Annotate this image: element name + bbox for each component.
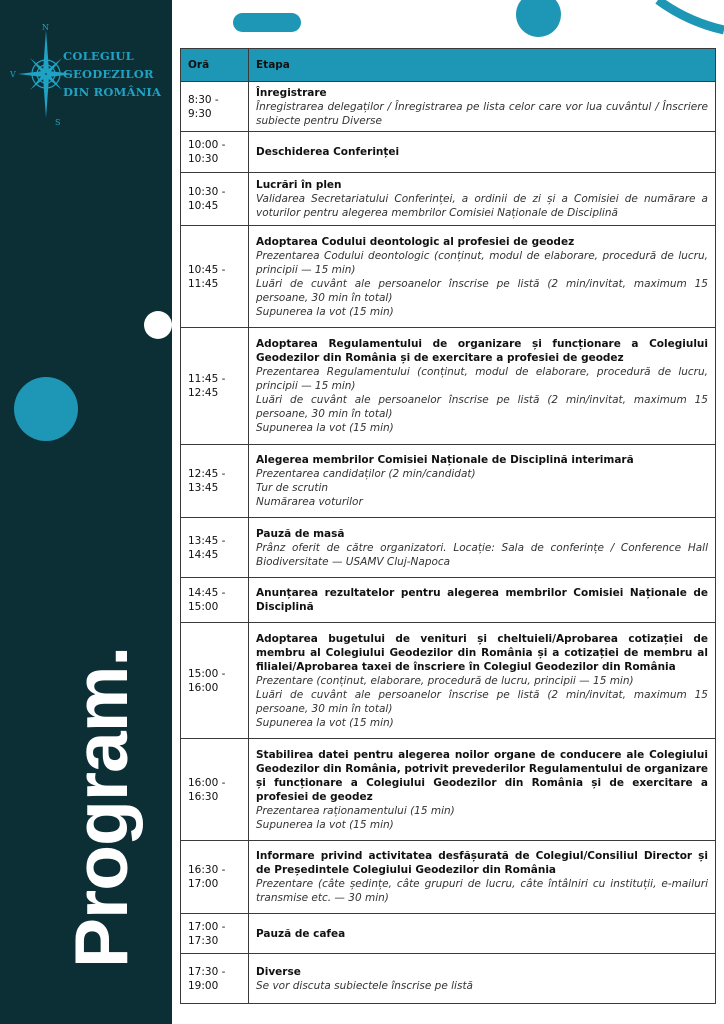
- activity-cell: [249, 445, 716, 518]
- activity-description: Prezentare (câte ședințe, câte grupuri de lucru, câte întâlniri cu instituții, e-mailuri transmise etc. — 30 min): [256, 878, 708, 904]
- activity-cell: [249, 132, 716, 173]
- time-cell: [181, 739, 249, 841]
- compass-south-label: S: [55, 118, 61, 127]
- activity-cell: [249, 914, 716, 954]
- header-time: Oră: [181, 49, 249, 82]
- activity-description: Luări de cuvânt ale persoanelor înscrise pe listă (2 min/invitat, maximum 15 persoane, 30 min în total): [256, 277, 708, 304]
- activity-description: Numărarea voturilor: [256, 496, 363, 508]
- sidebar: [0, 0, 172, 1024]
- activity-description: Prezentare (conținut, elaborare, procedură de lucru, principii — 15 min): [256, 674, 634, 687]
- decor-arc: [640, 0, 724, 40]
- activity-cell: [249, 82, 716, 132]
- time-end: 16:00: [188, 681, 219, 694]
- decor-circle-top: [516, 0, 561, 37]
- time-cell: [181, 841, 249, 914]
- activity-cell: [249, 518, 716, 578]
- activity-title: Anunțarea rezultatelor pentru alegerea membrilor Comisiei Naționale de Disciplină: [256, 587, 708, 613]
- activity-title: Adoptarea bugetului de venituri și cheltuieli/Aprobarea cotizației de membru al Colegiului Geodezilor din România și a cotizației de membru al filialei/Aprobarea taxei de înscriere în Colegiul Geodezilor din România: [256, 632, 708, 673]
- table-row: [181, 841, 716, 914]
- activity-description: Prânz oferit de către organizatori. Locație: Sala de conferințe / Conference Hall Biodiversitate — USAMV Cluj-Napoca: [256, 541, 708, 568]
- activity-title: Informare privind activitatea desfășurată de Colegiul/Consiliul Director și de Președintele Colegiului Geodezilor din România: [256, 850, 708, 876]
- time-start: 16:00 -: [188, 776, 226, 789]
- activity-description: Prezentarea raționamentului (15 min): [256, 804, 455, 817]
- activity-description: Luări de cuvânt ale persoanelor înscrise pe listă (2 min/invitat, maximum 15 persoane, 30 min în total): [256, 688, 708, 715]
- decor-pill: [233, 13, 301, 32]
- time-end: 14:45: [188, 548, 219, 561]
- activity-description: Înregistrarea delegaților / Înregistrarea pe lista celor care vor lua cuvântul / Înscriere subiecte pentru Diverse: [256, 100, 708, 127]
- table-row: [181, 578, 716, 623]
- time-end: 17:00: [188, 878, 219, 890]
- table-row: [181, 954, 716, 1004]
- time-cell: [181, 578, 249, 623]
- time-start: 10:00 -: [188, 139, 226, 151]
- activity-title: Diverse: [256, 965, 301, 978]
- activity-title: Pauză de masă: [256, 527, 345, 540]
- table-row: [181, 226, 716, 328]
- time-end: 10:30: [188, 153, 219, 165]
- table-row: [181, 623, 716, 739]
- time-end: 19:00: [188, 979, 219, 992]
- activity-description: Supunerea la vot (15 min): [256, 305, 394, 318]
- activity-title: Pauză de cafea: [256, 927, 346, 940]
- time-cell: [181, 328, 249, 445]
- activity-description: Supunerea la vot (15 min): [256, 716, 394, 729]
- time-cell: [181, 173, 249, 226]
- schedule-body: [181, 82, 716, 1004]
- time-start: 8:30 -: [188, 93, 219, 106]
- time-end: 10:45: [188, 200, 219, 212]
- time-cell: [181, 914, 249, 954]
- program-title: Program.: [59, 646, 143, 968]
- time-start: 16:30 -: [188, 864, 226, 876]
- activity-title: Stabilirea datei pentru alegerea noilor organe de conducere ale Colegiului Geodezilor din România, potrivit prevederilor Regulamentului de organizare și funcționare a Colegiului Geodezilor din România și de exercitare a profesiei de geodez: [256, 748, 708, 803]
- table-row: [181, 518, 716, 578]
- time-end: 11:45: [188, 277, 219, 290]
- table-row: [181, 132, 716, 173]
- activity-title: Lucrări în plen: [256, 179, 342, 191]
- time-cell: [181, 518, 249, 578]
- activity-title: Adoptarea Codului deontologic al profesiei de geodez: [256, 235, 575, 248]
- time-start: 13:45 -: [188, 534, 226, 547]
- activity-description: Supunerea la vot (15 min): [256, 818, 394, 831]
- activity-cell: [249, 841, 716, 914]
- logo-text: [63, 47, 161, 101]
- activity-cell: [249, 226, 716, 328]
- time-end: 13:45: [188, 482, 219, 494]
- time-end: 16:30: [188, 790, 219, 803]
- header-stage: Etapa: [249, 49, 716, 82]
- table-row: [181, 173, 716, 226]
- activity-cell: [249, 578, 716, 623]
- table-row: [181, 739, 716, 841]
- activity-description: Luări de cuvânt ale persoanelor înscrise pe listă (2 min/invitat, maximum 15 persoane, 30 min în total): [256, 394, 708, 420]
- activity-description: Prezentarea candidaților (2 min/candidat): [256, 468, 476, 480]
- time-cell: [181, 954, 249, 1004]
- time-cell: [181, 132, 249, 173]
- time-cell: [181, 445, 249, 518]
- activity-title: Adoptarea Regulamentului de organizare și funcționare a Colegiului Geodezilor din România și de exercitare a profesiei de geodez: [256, 338, 708, 364]
- table-header-row: [181, 49, 716, 82]
- activity-title: Alegerea membrilor Comisiei Naționale de Disciplină interimară: [256, 454, 634, 466]
- time-end: 9:30: [188, 107, 212, 120]
- activity-title: Deschiderea Conferinței: [256, 146, 400, 158]
- schedule-table: [180, 48, 716, 1004]
- activity-cell: [249, 623, 716, 739]
- time-cell: [181, 623, 249, 739]
- activity-cell: [249, 173, 716, 226]
- time-start: 11:45 -: [188, 373, 226, 385]
- decor-circle-large: [14, 377, 78, 441]
- time-start: 12:45 -: [188, 468, 226, 480]
- activity-description: Validarea Secretariatului Conferinței, a ordinii de zi și a Comisiei de numărare a voturilor pentru alegerea membrilor Comisiei Naționale de Disciplină: [256, 193, 708, 219]
- activity-cell: [249, 328, 716, 445]
- decor-circle-white: [144, 311, 172, 339]
- compass-west-label: V: [10, 70, 16, 79]
- activity-cell: [249, 954, 716, 1004]
- time-cell: [181, 82, 249, 132]
- activity-description: Se vor discuta subiectele înscrise pe listă: [256, 979, 473, 992]
- activity-description: Prezentarea Regulamentului (conținut, modul de elaborare, procedură de lucru, principii — 15 min): [256, 366, 708, 392]
- logo-line-3: DIN ROMÂNIA: [63, 85, 162, 99]
- time-start: 14:45 -: [188, 587, 226, 599]
- time-start: 17:30 -: [188, 965, 226, 978]
- table-row: [181, 82, 716, 132]
- time-start: 15:00 -: [188, 667, 226, 680]
- time-end: 17:30: [188, 934, 219, 947]
- activity-description: Prezentarea Codului deontologic (conținut, modul de elaborare, procedură de lucru, principii — 15 min): [256, 249, 708, 276]
- table-row: [181, 328, 716, 445]
- activity-description: Supunerea la vot (15 min): [256, 422, 394, 434]
- table-row: [181, 914, 716, 954]
- logo-line-1: COLEGIUL: [63, 49, 134, 63]
- activity-cell: [249, 739, 716, 841]
- time-cell: [181, 226, 249, 328]
- activity-description: Tur de scrutin: [256, 482, 329, 494]
- time-end: 15:00: [188, 601, 219, 613]
- time-start: 10:30 -: [188, 186, 226, 198]
- table-row: [181, 445, 716, 518]
- time-start: 17:00 -: [188, 920, 226, 933]
- time-end: 12:45: [188, 387, 219, 399]
- compass-north-label: N: [42, 24, 49, 32]
- logo-line-2: GEODEZILOR: [63, 67, 154, 81]
- activity-title: Înregistrare: [256, 86, 327, 99]
- time-start: 10:45 -: [188, 263, 226, 276]
